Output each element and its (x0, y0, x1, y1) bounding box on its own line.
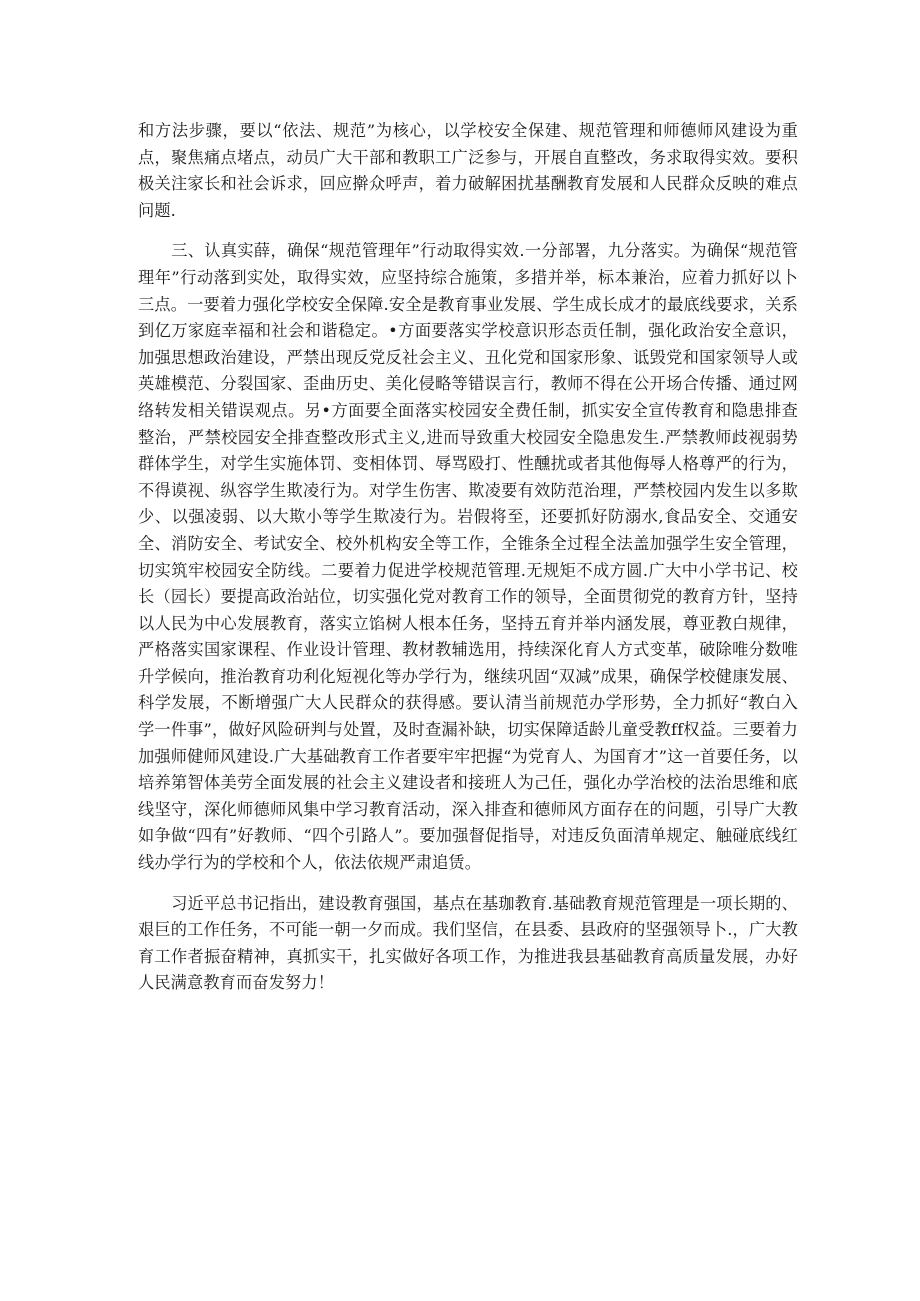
paragraph-continuation: 和方法步骤，要以“依法、规范”为核心，以学校安全保建、规范管理和师德师风建设为重点，聚焦痛点堵点，动员广大干部和教职工广泛参与，开展自直整改，务求取得实效。要积极关注家长和社会诉求，回应擀众呼声，着力破解困扰基酬教育发展和人民群众反映的难点问题. (138, 121, 798, 220)
paragraph-section-three: 三、认真实薛，确保“规范管理年”行动取得实效.一分部署，九分落实。为确保“规范管理年”行动落到实处，取得实效，应坚持综合施策，多措并举，标本兼治，应着力抓好以卜三点。一要着力强化学校安全保障.安全是教育事业发展、学生成长成才的最底线要求，关系到亿万家庭幸福和社会和谐稳定。•方面要落实学校意识形态贡任制，强化政治安全意识，加强思想政治建设，严禁出现反党反社会主义、丑化党和国家形象、诋毁党和国家领导人或英雄模范、分裂国家、歪曲历史、美化侵略等错误言行，教师不得在公开场合传播、通过网络转发相关错误观点。另•方面要全面落实校园安全费任制，抓实安全宣传教育和隐患排查整治，严禁校园安全排查整改形式主义,进而导致重大校园安全隐患发生.严禁教师歧视弱势群体学生，对学生实施体罚、变相体罚、辱骂殴打、性醺扰或者其他侮辱人格尊严的行为，不得谟视、纵容学生欺凌行为。对学生伤害、欺凌要有效防范治理，严禁校园内发生以多欺少、以强凌弱、以大欺小等学生欺凌行为。岩假将至，还要抓好防溺水,食品安全、交通安全、消防安全、考试安全、校外机构安全等工作，全锥条全过程全法盖加强学生安全管理，切实筑牢校园安全防线。二要着力促进学校规范管理.无规矩不成方圆.广大中小学书记、校长（园长）要提高政治站位，切实强化党对教育工作的领导，全面贯彻党的教育方针，坚持以人民为中心发展教育，落实立馅树人根本任务，坚持五育并举内涵发展，尊亚教白规律，严格落实国家课程、作业设计管理、教材教辅选用，持续深化育人方式变革，破除唯分数唯升学候向，推治教育功利化短视化等办学行为，继续巩固“双减”成果，确保学校健康发展、科学发展，不断增强广大人民群众的获得感。要认清当前规范办学形势，全力抓好“教白入学一件事”，做好风险研判与处置，及时查漏补缺，切实保障适龄儿童受教ff权益。三要着力加强师健师风建设.广大基础教育工作者要牢牢把握“为党育人、为国育才”这一首要任务，以培养第智体美劳全面发展的社会主义建设者和接班人为己任，强化办学治校的法治思维和底线坚守，深化师德师风集中学习教育活动，深入排查和德师风方面存在的问题，引导广大教如争做“四有”好教师、“四个引路人”。要加强督促指导，对违反负面清单规定、触碰底线红线办学行为的学校和个人，依法依规严肃追赁。 (138, 241, 798, 873)
document-page (138, 118, 798, 997)
paragraph-conclusion: 习近平总书记指出，建设教育强国，基点在基珈教育.基础教育规范管理是一项长期的、艰巨的工作任务，不可能一朝一夕而成。我们坚信，在县委、县政府的坚强领导卜.，广大教育工作者振奋精神，真抓实干，扎实做好各项工作，为推进我县基础教育高质量发展，办好人民满意教育而奋发努力！ (138, 893, 798, 993)
